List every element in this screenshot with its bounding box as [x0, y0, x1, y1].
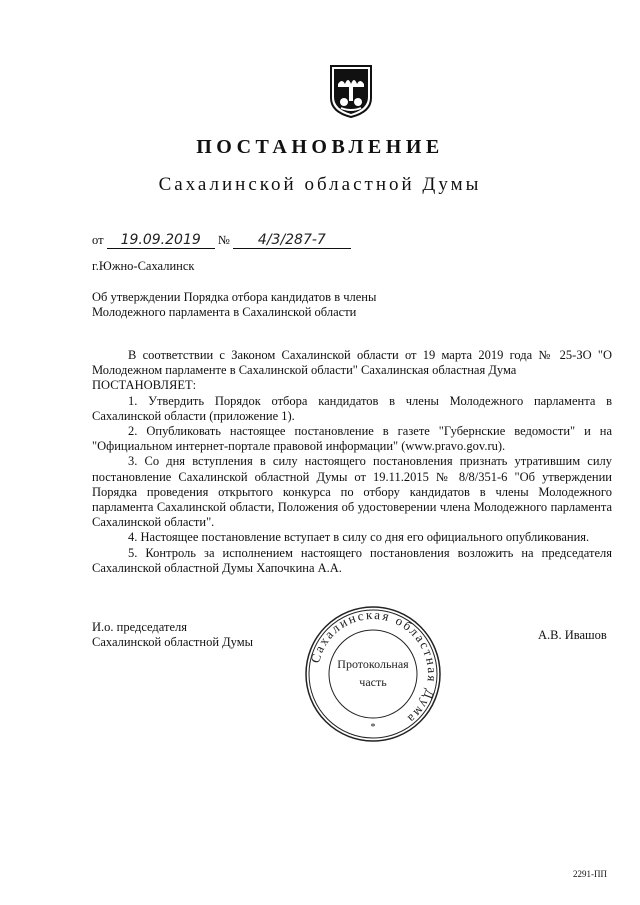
item-3: 3. Со дня вступления в силу настоящего постановления признать утратившим силу постановление Сахалинской областной Думы от 19.11.2015 № 8/8/351-6 "Об утверждении Порядка проведения открытого конкурса по отбору кандидатов в члены Молодежного парламента Сахалинской области, Положения об удостоверении члена Молодежного парламента Сахалинской области". — [92, 454, 612, 530]
number-label: № — [217, 233, 230, 247]
coat-of-arms-emblem — [329, 64, 373, 118]
from-label: от — [92, 233, 104, 247]
signatory-position — [92, 620, 253, 650]
document-body — [92, 348, 612, 576]
item-5: 5. Контроль за исполнением настоящего постановления возложить на председателя Сахалинской областной Думы Хапочкина А.А. — [92, 545, 612, 575]
footer-code: 2291-ПП — [573, 869, 607, 879]
subject: Об утверждении Порядка отбора кандидатов в члены Молодежного парламента в Сахалинской области — [92, 290, 377, 319]
city: г.Южно-Сахалинск — [92, 259, 195, 273]
decree-word: ПОСТАНОВЛЯЕТ: — [92, 378, 197, 393]
item-2: 2. Опубликовать настоящее постановление в газете "Губернские ведомости" и на "Официальном интернет-портале правовой информации" (www.pravo.gov.ru). — [92, 424, 612, 454]
handwritten-date: 19.09.2019 — [107, 232, 215, 249]
document-subtitle: Сахалинской областной Думы — [158, 174, 482, 195]
document-title: ПОСТАНОВЛЕНИЕ — [196, 136, 444, 158]
signatory-name: А.В. Ивашов — [538, 628, 607, 642]
position-line-2: Сахалинской областной Думы — [92, 635, 254, 649]
svg-text:*: * — [370, 722, 376, 733]
item-1: 1. Утвердить Порядок отбора кандидатов в члены Молодежного парламента в Сахалинской области (приложение 1). — [92, 393, 612, 423]
handwritten-number: 4/3/287-7 — [233, 232, 351, 249]
preamble: В соответствии с Законом Сахалинской области от 19 марта 2019 года № 25-ЗО "О Молодежном парламенте в Сахалинской области" Сахалинская областная Дума — [92, 348, 612, 378]
stamp-center-line-1: Протокольная — [337, 657, 409, 671]
stamp-center-line-2: часть — [359, 675, 387, 689]
date-number-line — [92, 232, 351, 249]
official-stamp — [303, 604, 443, 744]
stamp-ring-text: Сахалинская областная Дума — [307, 606, 441, 728]
position-line-1: И.о. председателя — [92, 620, 188, 634]
item-4: 4. Настоящее постановление вступает в силу со дня его официального опубликования. — [128, 530, 590, 545]
